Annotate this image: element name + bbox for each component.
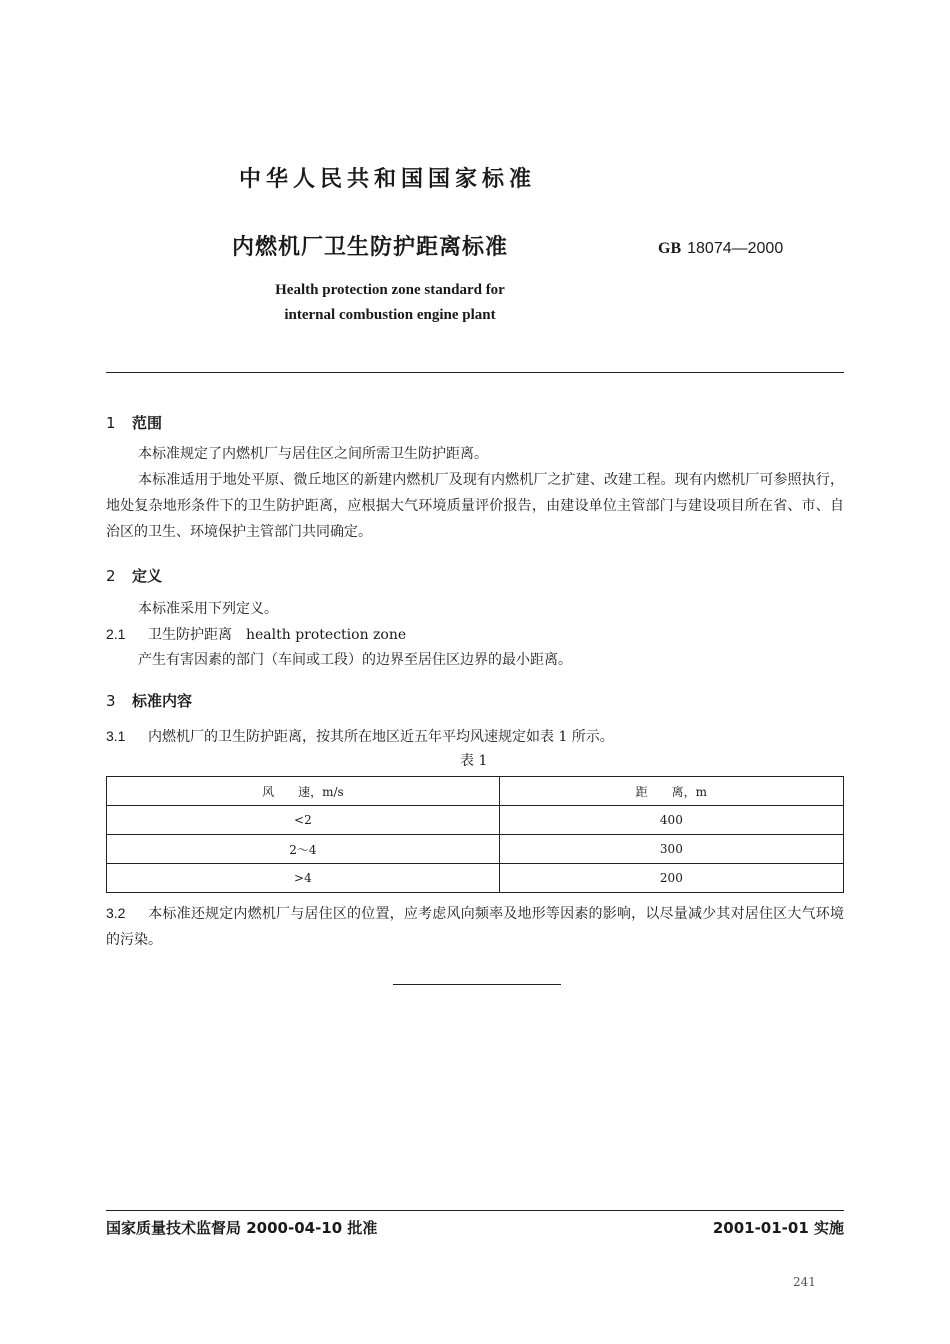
section-1-paragraph-1: 本标准规定了内燃机厂与居住区之间所需卫生防护距离。 <box>138 446 488 462</box>
effective-date: 2001-01-01 实施 <box>712 1219 844 1237</box>
table-caption: 表 1 <box>460 753 488 769</box>
document-title-cn: 内燃机厂卫生防护距离标准 <box>232 235 509 260</box>
distance-table <box>106 776 844 893</box>
cell-wind-speed: 2～4 <box>107 835 500 864</box>
section-2-heading: 2 定义 <box>106 567 163 585</box>
header-wind-speed: 风 速，m/s <box>107 777 500 806</box>
clause-2-1: 2.1 卫生防护距离 health protection zone <box>106 626 407 643</box>
section-3-heading: 3 标准内容 <box>106 692 193 710</box>
clause-3-2: 3.2 本标准还规定内燃机厂与居住区的位置，应考虑风向频率及地形等因素的影响，以尽量减少其对居住区大气环境的污染。 <box>106 905 844 948</box>
page-number: 241 <box>793 1275 816 1289</box>
section-1-paragraph-2: 本标准适用于地处平原、微丘地区的新建内燃机厂及现有内燃机厂之扩建、改建工程。现有内燃机厂可参照执行，地处复杂地形条件下的卫生防护距离，应根据大气环境质量评价报告，由建设单位主管部门与建设项目所在省、市、自治区的卫生、环境保护主管部门共同确定。 <box>106 472 844 540</box>
table-row <box>107 806 844 835</box>
end-rule <box>393 984 561 985</box>
cell-wind-speed: >4 <box>107 864 500 893</box>
standard-code <box>658 240 783 258</box>
table-row <box>107 864 844 893</box>
section-1-heading: 1 范围 <box>106 414 163 432</box>
table-header-row <box>107 777 844 806</box>
code-number: 18074—2000 <box>687 240 784 257</box>
cell-distance: 200 <box>499 864 843 893</box>
document-title-en-line1: Health protection zone standard for <box>275 282 505 298</box>
header-distance: 距 离，m <box>499 777 843 806</box>
document-title-en-line2: internal combustion engine plant <box>284 307 496 323</box>
approval-line: 国家质量技术监督局 2000-04-10 批准 <box>106 1219 378 1237</box>
cell-wind-speed: <2 <box>107 806 500 835</box>
clause-3-1: 3.1 内燃机厂的卫生防护距离，按其所在地区近五年平均风速规定如表 1 所示。 <box>106 728 614 745</box>
clause-2-1-definition: 产生有害因素的部门（车间或工段）的边界至居住区边界的最小距离。 <box>138 652 572 668</box>
table-row <box>107 835 844 864</box>
cell-distance: 400 <box>499 806 843 835</box>
header-divider <box>106 372 844 373</box>
national-standard-heading: 中华人民共和国国家标准 <box>238 167 536 192</box>
code-prefix: GB <box>658 240 682 257</box>
footer-divider <box>106 1210 844 1211</box>
cell-distance: 300 <box>499 835 843 864</box>
section-2-paragraph-1: 本标准采用下列定义。 <box>138 601 278 617</box>
